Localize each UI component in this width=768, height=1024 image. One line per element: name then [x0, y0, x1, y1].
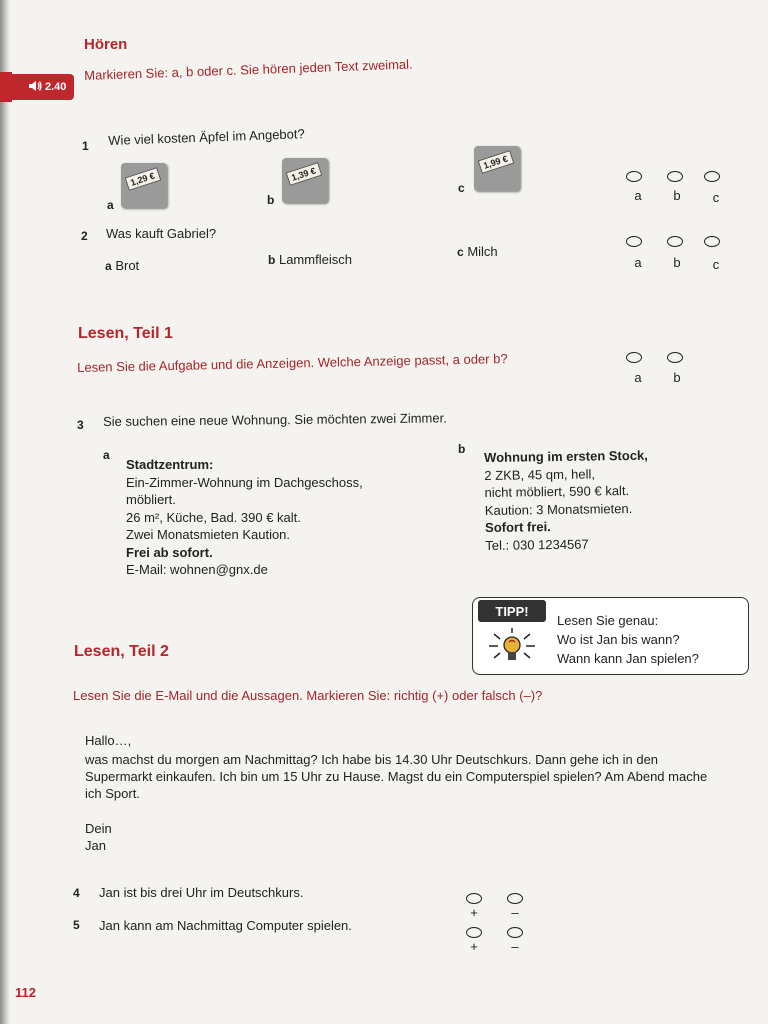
ad-letter-b: b	[458, 442, 466, 456]
ad-line: Kaution: 3 Monatsmieten.	[484, 500, 633, 518]
ad-line: nicht möbliert, 590 € kalt.	[484, 482, 630, 500]
option-c	[457, 244, 498, 259]
tip-line: Wo ist Jan bis wann?	[557, 632, 680, 647]
answer-label-a: a	[634, 255, 642, 270]
option-text: Milch	[467, 244, 498, 259]
email-greeting: Hallo…,	[85, 733, 132, 748]
answer-circle-b[interactable]	[667, 236, 683, 247]
price-tag-c	[474, 146, 520, 191]
option-a	[105, 258, 139, 273]
option-letter: a	[105, 259, 112, 273]
lesen-2-instruction: Lesen Sie die E-Mail und die Aussagen. Markieren Sie: richtig (+) oder falsch (–)?	[73, 688, 543, 703]
answer-circle-a[interactable]	[626, 171, 642, 182]
email-signature: Jan	[85, 838, 106, 853]
email-text	[85, 732, 725, 854]
email-body: was machst du morgen am Nachmittag? Ich habe bis 14.30 Uhr Deutschkurs. Dann gehe ich in den Supermarkt einkaufen. Ich bin um 15 Uhr zu Hause. Magst du ein Computerspiel spielen? Am Abend mache ich Sport.	[85, 752, 708, 801]
price-tag-label: 1,99 €	[478, 150, 515, 174]
ad-a	[126, 456, 363, 579]
audio-track-badge[interactable]	[12, 74, 74, 100]
answer-circle-b[interactable]	[667, 352, 683, 363]
tip-line: Lesen Sie genau:	[557, 613, 659, 628]
answer-circle-a[interactable]	[626, 236, 642, 247]
answer-label-a: a	[634, 370, 642, 385]
answer-label-b: b	[673, 370, 681, 385]
answer-circle-c[interactable]	[704, 171, 720, 182]
option-text: Brot	[115, 258, 140, 273]
ad-line: 2 ZKB, 45 qm, hell,	[484, 465, 596, 483]
section-title-lesen-2: Lesen, Teil 2	[74, 643, 169, 660]
option-letter-b: b	[267, 193, 275, 207]
question-text: Jan ist bis drei Uhr im Deutschkurs.	[99, 885, 304, 900]
option-letter: c	[457, 245, 464, 259]
answer-circle-plus[interactable]	[466, 927, 482, 938]
email-closing: Dein	[85, 821, 112, 836]
ad-line: möbliert.	[126, 492, 176, 507]
section-title-hoeren: Hören	[84, 36, 128, 53]
option-b	[268, 252, 352, 267]
ad-title: Wohnung im ersten Stock,	[484, 447, 648, 465]
question-text: Was kauft Gabriel?	[106, 226, 217, 241]
answer-label-c: c	[712, 257, 720, 272]
answer-label-minus: –	[511, 905, 519, 920]
ad-b	[484, 447, 649, 554]
question-text: Wie viel kosten Äpfel im Angebot?	[108, 126, 305, 148]
tip-text	[557, 611, 699, 668]
ad-line: Ein-Zimmer-Wohnung im Dachgeschoss,	[126, 474, 363, 490]
speaker-icon	[28, 80, 42, 95]
option-letter-c: c	[458, 181, 465, 195]
page-edge-shadow	[0, 0, 10, 1024]
ad-letter-a: a	[103, 448, 110, 462]
answer-label-minus: –	[511, 939, 519, 954]
answer-label-b: b	[673, 188, 681, 203]
ad-email: E-Mail: wohnen@gnx.de	[126, 562, 268, 577]
hoeren-instruction: Markieren Sie: a, b oder c. Sie hören jeden Text zweimal.	[84, 56, 413, 83]
question-number: 4	[73, 886, 80, 900]
ad-line: Frei ab sofort.	[126, 544, 213, 560]
ad-line: 26 m², Küche, Bad. 390 € kalt.	[126, 509, 301, 525]
answer-circle-c[interactable]	[704, 236, 720, 247]
question-number: 1	[82, 139, 89, 153]
answer-label-plus: +	[470, 905, 478, 920]
ad-phone: Tel.: 030 1234567	[485, 536, 589, 553]
audio-track-number: 2.40	[45, 81, 67, 93]
section-title-lesen-1: Lesen, Teil 1	[78, 325, 173, 342]
question-text: Sie suchen eine neue Wohnung. Sie möchten zwei Zimmer.	[103, 410, 447, 429]
ad-title: Stadtzentrum:	[126, 457, 214, 472]
option-letter: b	[268, 253, 276, 267]
question-number: 5	[73, 918, 80, 932]
lightbulb-icon	[484, 626, 540, 671]
price-tag-b	[282, 158, 328, 203]
answer-label-b: b	[673, 255, 681, 270]
question-text: Jan kann am Nachmittag Computer spielen.	[99, 918, 352, 933]
lesen-1-instruction: Lesen Sie die Aufgabe und die Anzeigen. Welche Anzeige passt, a oder b?	[77, 350, 508, 375]
ad-line: Zwei Monatsmieten Kaution.	[126, 527, 291, 542]
price-tag-a	[121, 163, 167, 208]
answer-circle-a[interactable]	[626, 352, 642, 363]
answer-label-c: c	[712, 190, 720, 205]
option-text: Lammfleisch	[278, 252, 352, 267]
answer-label-plus: +	[470, 939, 478, 954]
answer-circle-plus[interactable]	[466, 893, 482, 904]
price-tag-label: 1,39 €	[286, 162, 323, 186]
answer-circle-minus[interactable]	[507, 927, 523, 938]
audio-badge-strip	[0, 72, 12, 102]
price-tag-label: 1,29 €	[125, 167, 162, 191]
answer-circle-minus[interactable]	[507, 893, 523, 904]
question-number: 3	[77, 418, 84, 432]
answer-circle-b[interactable]	[667, 171, 683, 182]
question-number: 2	[81, 229, 88, 243]
option-letter-a: a	[107, 198, 114, 212]
answer-label-a: a	[634, 188, 642, 203]
ad-line: Sofort frei.	[484, 519, 551, 535]
page-number: 112	[15, 985, 36, 1000]
tip-line: Wann kann Jan spielen?	[557, 651, 699, 666]
tip-label: TIPP!	[478, 600, 546, 622]
